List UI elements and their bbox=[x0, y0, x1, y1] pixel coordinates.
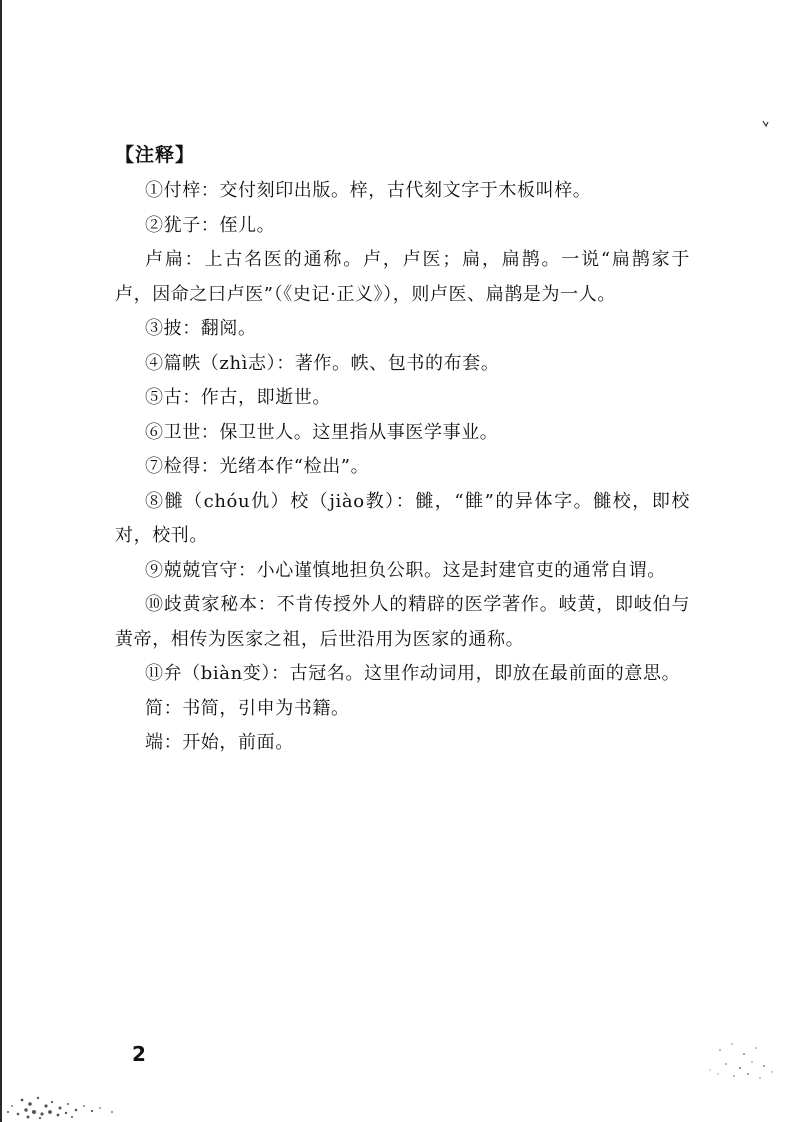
scan-noise-bottom-left bbox=[0, 1062, 160, 1122]
note-1: ①付梓：交付刻印出版。梓，古代刻文字于木板叫梓。 bbox=[145, 180, 592, 201]
note-3: ③披：翻阅。 bbox=[145, 318, 257, 339]
scan-mark-top-right bbox=[760, 118, 772, 130]
note-8: ⑧雠（chóu仇）校（jiào教）：雠，“雔”的异体字。雠校，即校对，校刊。 bbox=[115, 490, 690, 546]
note-duan: 端：开始，前面。 bbox=[145, 732, 294, 753]
note-11: ⑪弁（biàn变）：古冠名。这里作动词用，即放在最前面的意思。 bbox=[145, 663, 681, 684]
note-lubian: 卢扁：上古名医的通称。卢，卢医；扁，扁鹊。一说“扁鹊家于卢，因命之曰卢医”（《史记·正义》），则卢医、扁鹊是为一人。 bbox=[115, 249, 690, 305]
note-5: ⑤古：作古，即逝世。 bbox=[145, 387, 331, 408]
annotation-section bbox=[115, 140, 690, 761]
note-2: ②犹子：侄儿。 bbox=[145, 214, 276, 236]
note-6: ⑥卫世：保卫世人。这里指从事医学事业。 bbox=[145, 421, 499, 443]
note-9: ⑨兢兢官守：小心谨慎地担负公职。这是封建官吏的通常自谓。 bbox=[145, 559, 666, 581]
page-left-border bbox=[0, 0, 2, 1122]
page-number: 2 bbox=[132, 1042, 146, 1066]
note-10: ⑩歧黄家秘本：不肯传授外人的精辟的医学著作。岐黄，即岐伯与黄帝，相传为医家之祖，后世沿用为医家的通称。 bbox=[115, 594, 690, 650]
note-7: ⑦检得：光绪本作“检出”。 bbox=[145, 456, 370, 477]
scan-noise-bottom-right bbox=[700, 1030, 790, 1090]
section-heading: 【注释】 bbox=[115, 144, 196, 166]
note-jian: 简：书简，引申为书籍。 bbox=[145, 697, 350, 719]
note-4: ④篇帙（zhì志）：著作。帙、包书的布套。 bbox=[145, 352, 500, 374]
